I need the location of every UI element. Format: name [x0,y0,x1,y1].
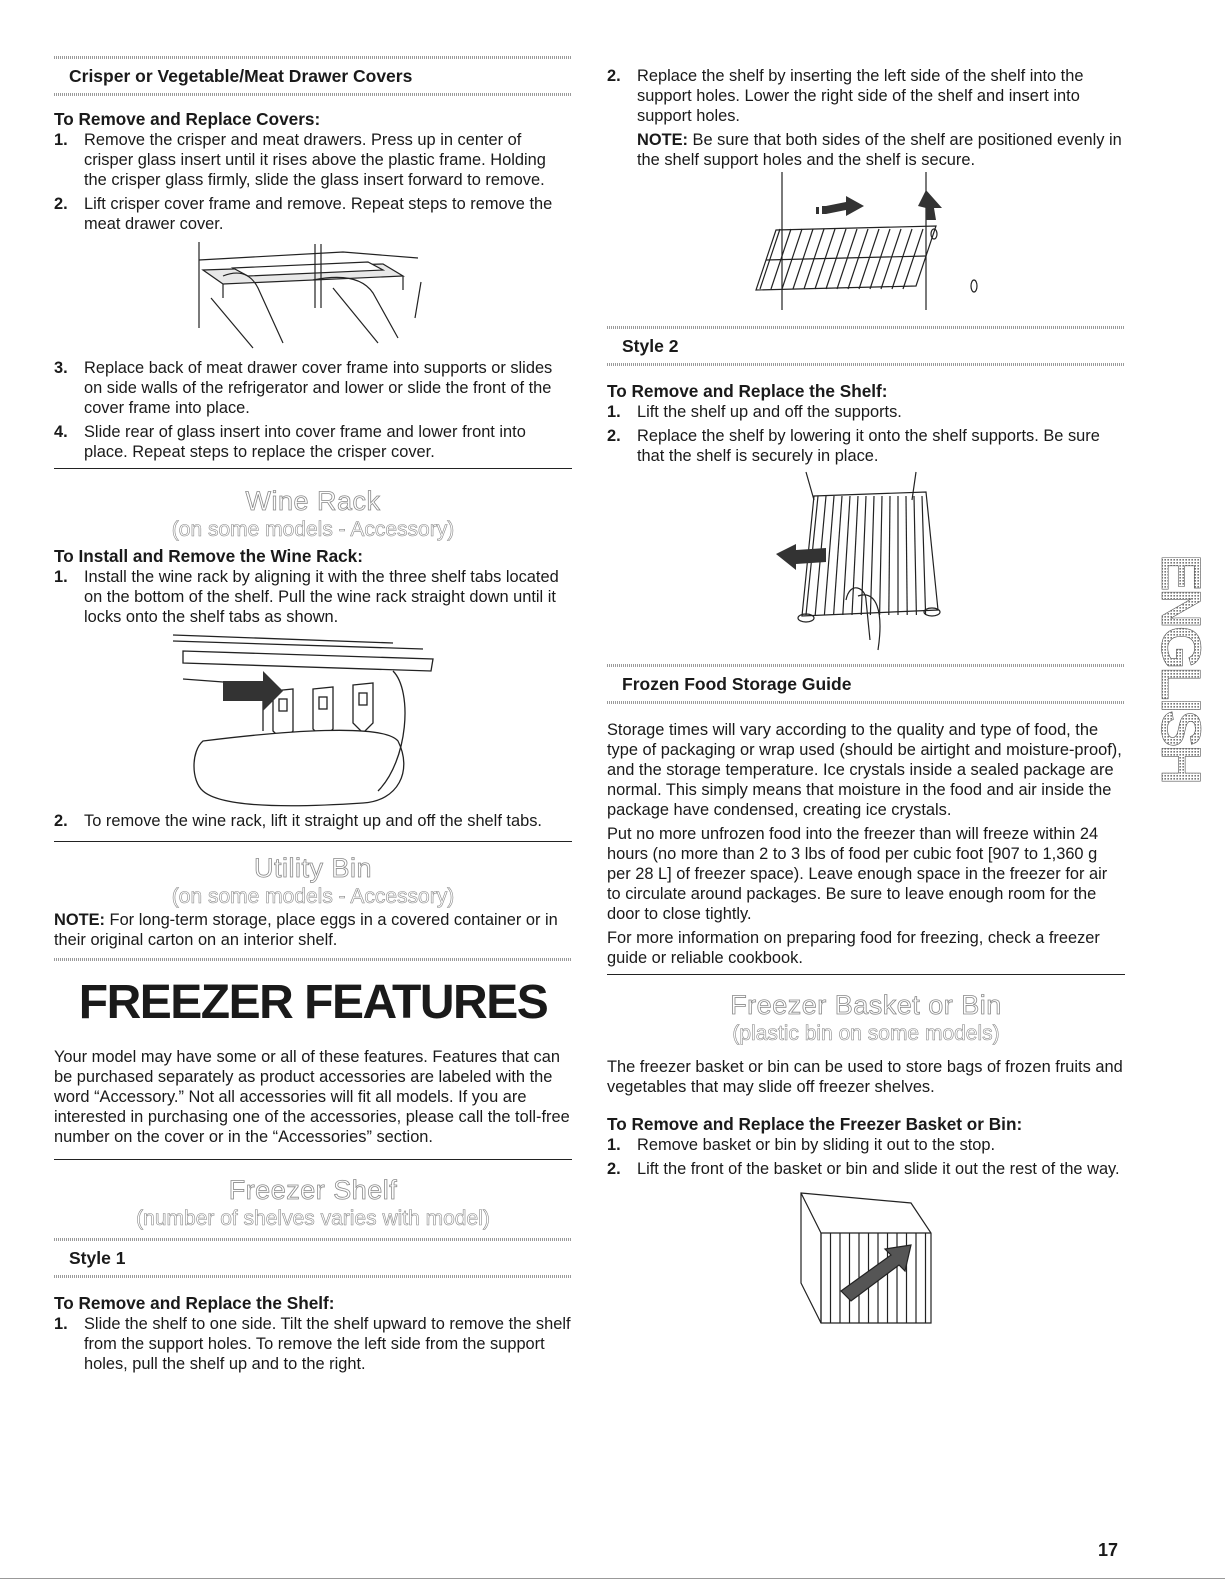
wine-rack-subhead: To Install and Remove the Wine Rack: [54,546,363,566]
style-2-subhead: To Remove and Replace the Shelf: [607,381,888,401]
wire-bar [760,229,780,289]
freezer-features-heading: FREEZER FEATURES [78,976,548,1029]
list-item: 1. Remove the crisper and meat drawers. Press up in center of crisper glass insert until it rises above the plastic frame. Holding the crisper glass firmly, slide the glass insert forward to remove. [54,131,546,189]
wire-bar [892,229,912,289]
list-item: 2. Replace the shelf by inserting the left side of the shelf into the support holes. Lower the right side of the shelf and insert into support holes. [607,67,1084,125]
wine-rack-title: Wine Rack [245,486,381,516]
wire-bar [852,496,858,615]
left-column [54,56,572,1378]
crisper-section-title: Crisper or Vegetable/Meat Drawer Covers [69,66,413,86]
wire-bar [859,229,879,289]
list-item: 1. Slide the shelf to one side. Tilt the shelf upward to remove the shelf from the support holes. To remove the left side from the support holes, pull the shelf up and to the right. [54,1315,571,1373]
frozen-food-p2: Put no more unfrozen food into the freezer than will freeze within 24 hours (no more than 2 to 3 lbs of food per cubic foot [907 to 1,360 g per 28 L] of freezer space). Leave enough space in the freezer for air to circulate around packages. Be sure to leave enough room for the door to close tightly. [607,825,1108,923]
section-rule [54,841,572,842]
crisper-steps-a [54,130,572,234]
list-item: 1. Remove basket or bin by sliding it out to the stop. [607,1136,996,1154]
section-divider [607,363,1125,366]
utility-bin-subtitle: (on some models - Accessory) [171,885,455,908]
crisper-cover-illustration [193,238,433,358]
crisper-steps-b [54,358,572,462]
utility-bin-note: NOTE: For long-term storage, place eggs in a covered container or in their original carton on an interior shelf. [54,911,558,949]
basket-steps [607,1135,1125,1179]
style-2-shelf-illustration [766,470,966,660]
wire-bar [837,229,857,289]
section-rule [607,974,1125,975]
right-column [607,66,1125,1333]
style-1-note: NOTE: Be sure that both sides of the shelf are positioned evenly in the shelf support holes and the shelf is secure. [637,131,1122,169]
utility-bin-title: Utility Bin [253,853,373,883]
style-2-steps [607,402,1125,466]
basket-title: Freezer Basket or Bin [730,990,1002,1020]
basket-intro: The freezer basket or bin can be used to store bags of frozen fruits and vegetables that may slide off freezer shelves. [607,1058,1123,1096]
list-item: 1. Install the wine rack by aligning it with the three shelf tabs located on the bottom of the shelf. Pull the wine rack straight down until it locks onto the shelf tabs as shown. [54,568,559,626]
basket-illustration [781,1183,951,1333]
language-tab [1150,554,1214,782]
frozen-food-p3: For more information on preparing food for freezing, check a freezer guide or reliable cookbook. [607,929,1100,967]
wine-rack-illustration [163,631,463,811]
page-bottom-rule [0,1578,1225,1579]
list-item: 2. Lift the front of the basket or bin and slide it out the rest of the way. [607,1160,1120,1178]
section-rule [54,1159,572,1160]
basket-subtitle: (plastic bin on some models) [732,1022,1000,1045]
style-1-shelf-illustration [736,170,996,320]
wire-bar [881,229,901,289]
wine-rack-steps [54,567,572,627]
wine-rack-steps-2 [54,811,572,831]
basket-subhead: To Remove and Replace the Freezer Basket or Bin: [607,1114,1023,1134]
frozen-food-title: Frozen Food Storage Guide [622,674,852,694]
wire-bar [834,496,842,615]
page-number: 17 [1098,1540,1119,1560]
wire-bar [880,496,882,615]
wire-bar [889,496,890,615]
wire-bar [906,496,907,615]
style-1-subhead: To Remove and Replace the Shelf: [54,1293,335,1313]
list-item: 2. To remove the wine rack, lift it straight up and off the shelf tabs. [54,812,542,830]
list-item: 2. Replace the shelf by lowering it onto the shelf supports. Be sure that the shelf is securely in place. [607,427,1100,465]
freezer-shelf-subtitle: (number of shelves varies with model) [136,1207,490,1230]
freezer-features-intro: Your model may have some or all of these features. Features that can be purchased separately as product accessories are labeled with the word “Accessory.” Not all accessories will fit all models. If you are interested in purchasing one of the accessories, please call the toll-free number on the cover or in the “Accessories” section. [54,1048,570,1146]
language-tab-text: ENGLISH [1150,554,1214,782]
wire-bar [922,496,926,615]
wire-bar [848,229,868,289]
style-1-steps [54,1314,572,1374]
freezer-shelf-title: Freezer Shelf [228,1175,398,1205]
crisper-subhead: To Remove and Replace Covers: [54,109,321,129]
frozen-food-p1: Storage times will vary according to the quality and type of food, the type of packaging or wrap used (should be airtight and moisture-proof), and the storage temperature. Ice crystals inside a sealed package are normal. This simply means that moisture in the food and air inside the package have condensed, creating ice crystals. [607,721,1122,819]
list-item: 1. Lift the shelf up and off the supports. [607,403,902,421]
style-1-steps-cont [607,66,1125,126]
section-divider [54,958,572,961]
wire-bar [903,229,923,289]
wine-rack-subtitle: (on some models - Accessory) [171,518,455,541]
wire-bar [870,229,890,289]
list-item: 4. Slide rear of glass insert into cover frame and lower front into place. Repeat steps to replace the crisper cover. [54,423,526,461]
list-item: 3. Replace back of meat drawer cover frame into supports or slides on side walls of the refrigerator and lower or slide the front of the cover frame into place. [54,359,553,417]
style-2-title: Style 2 [622,336,679,356]
section-divider [54,93,572,96]
section-divider [54,1275,572,1278]
list-item: 2. Lift crisper cover frame and remove. Repeat steps to remove the meat drawer cover. [54,195,553,233]
section-rule [54,468,572,469]
wire-bar [914,496,916,615]
section-divider [607,701,1125,704]
style-1-title: Style 1 [69,1248,126,1268]
